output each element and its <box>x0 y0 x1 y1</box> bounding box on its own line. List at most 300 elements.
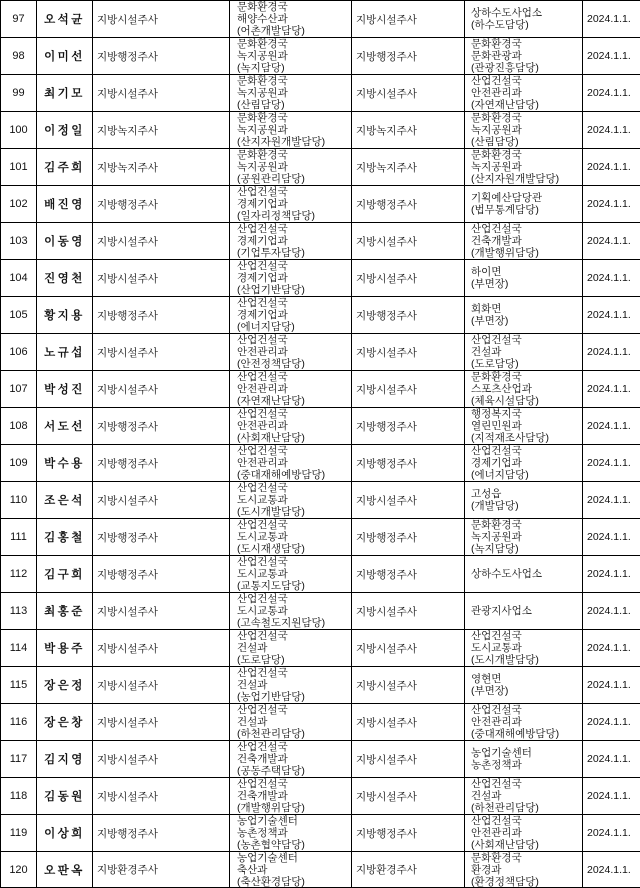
current-grade: 지방시설주사 <box>93 223 230 259</box>
employee-name: 이미선 <box>37 38 93 74</box>
department-line: (공동주택담당) <box>237 765 305 777</box>
department-line: 도시교통과 <box>237 605 288 617</box>
department-line: 도시교통과 <box>237 494 288 506</box>
row-number: 109 <box>0 445 37 481</box>
employee-name: 이정일 <box>37 112 93 148</box>
current-grade: 지방행정주사 <box>93 297 230 333</box>
new-department <box>465 667 583 703</box>
department-line: 건축개발과 <box>237 790 288 802</box>
new-department <box>465 593 583 629</box>
new-grade: 지방시설주사 <box>352 778 465 814</box>
department-line: 녹지공원과 <box>471 161 522 173</box>
department-line: 문화환경국 <box>471 112 522 124</box>
current-grade: 지방녹지주사 <box>93 112 230 148</box>
department-line: (자연재난담당) <box>237 395 305 407</box>
department-line: 문화환경국 <box>237 38 288 50</box>
new-grade: 지방행정주사 <box>352 38 465 74</box>
department-line: 건설과 <box>237 642 268 654</box>
department-line: (고속철도지원담당) <box>237 617 326 629</box>
department-line: 건축개발과 <box>237 753 288 765</box>
row-number: 112 <box>0 556 37 592</box>
current-grade: 지방행정주사 <box>93 186 230 222</box>
department-line: 안전관리과 <box>237 420 288 432</box>
row-number: 110 <box>0 482 37 518</box>
department-line: (지적재조사담당) <box>471 432 549 444</box>
row-number: 111 <box>0 519 37 555</box>
employee-name: 최홍준 <box>37 593 93 629</box>
department-line: (에너지담당) <box>237 321 295 333</box>
department-line: 문화환경국 <box>471 38 522 50</box>
department-line: 농촌정책과 <box>237 827 288 839</box>
department-line: (일자리정책담당) <box>237 210 315 222</box>
department-line: (산림담당) <box>237 99 285 111</box>
department-line: (공원관리담당) <box>237 173 305 185</box>
employee-name: 서도선 <box>37 408 93 444</box>
department-line: 문화환경국 <box>471 519 522 531</box>
department-line: 농업기술센터 <box>471 747 532 759</box>
employee-name: 박용주 <box>37 630 93 666</box>
department-line: 건설과 <box>471 346 502 358</box>
current-department <box>230 445 352 481</box>
effective-date: 2024.1.1. <box>587 346 631 358</box>
current-department <box>230 482 352 518</box>
new-department <box>465 815 583 851</box>
department-line: 안전관리과 <box>237 346 288 358</box>
effective-date: 2024.1.1. <box>587 13 631 25</box>
department-line: 농업기술센터 <box>237 852 298 864</box>
row-number: 100 <box>0 112 37 148</box>
employee-name: 김지영 <box>37 741 93 777</box>
department-line: 산업건설국 <box>471 334 522 346</box>
department-line: 회화면 <box>471 303 502 315</box>
new-grade: 지방시설주사 <box>352 260 465 296</box>
department-line: 도시교통과 <box>237 531 288 543</box>
new-department <box>465 75 583 111</box>
current-grade: 지방시설주사 <box>93 667 230 703</box>
department-line: (환경정책담당) <box>471 875 539 887</box>
table-row <box>0 481 640 518</box>
row-number: 98 <box>0 38 37 74</box>
current-department <box>230 667 352 703</box>
department-line: (개발행위담당) <box>471 247 539 259</box>
employee-name: 장은창 <box>37 704 93 740</box>
new-department <box>465 260 583 296</box>
current-department <box>230 519 352 555</box>
department-line: 스포츠산업과 <box>471 383 532 395</box>
department-line: 건설과 <box>237 716 268 728</box>
effective-date: 2024.1.1. <box>587 161 631 173</box>
employee-name: 김홍철 <box>37 519 93 555</box>
current-grade: 지방시설주사 <box>93 630 230 666</box>
table-row <box>0 592 640 629</box>
effective-date: 2024.1.1. <box>587 383 631 395</box>
department-line: 녹지공원과 <box>471 124 522 136</box>
employee-name: 박수용 <box>37 445 93 481</box>
current-grade: 지방시설주사 <box>93 334 230 370</box>
department-line: (교통지도담당) <box>237 580 305 592</box>
new-department <box>465 408 583 444</box>
department-line: (부면장) <box>471 315 509 327</box>
table-row <box>0 703 640 740</box>
new-department <box>465 112 583 148</box>
department-line: 산업건설국 <box>237 630 288 642</box>
current-department <box>230 593 352 629</box>
department-line: 녹지공원과 <box>237 50 288 62</box>
employee-name: 황지용 <box>37 297 93 333</box>
department-line: 산업건설국 <box>471 704 522 716</box>
new-department <box>465 704 583 740</box>
department-line: 농업기술센터 <box>237 815 298 827</box>
table-row <box>0 185 640 222</box>
current-grade: 지방시설주사 <box>93 371 230 407</box>
department-line: (하천관리담당) <box>471 802 539 814</box>
department-line: 안전관리과 <box>471 716 522 728</box>
new-grade: 지방시설주사 <box>352 593 465 629</box>
new-department <box>465 297 583 333</box>
new-department <box>465 852 583 887</box>
department-line: 산업건설국 <box>237 482 288 494</box>
department-line: 농촌정책과 <box>471 759 522 771</box>
new-grade: 지방시설주사 <box>352 1 465 37</box>
department-line: 산업건설국 <box>471 223 522 235</box>
department-line: (녹지담당) <box>471 543 519 555</box>
department-line: (중대재해예방담당) <box>237 469 326 481</box>
department-line: (축산환경담당) <box>237 875 305 887</box>
department-line: 경제기업과 <box>237 309 288 321</box>
row-number: 114 <box>0 630 37 666</box>
table-row <box>0 222 640 259</box>
effective-date: 2024.1.1. <box>587 863 631 876</box>
department-line: 산업건설국 <box>237 371 288 383</box>
department-line: 문화환경국 <box>471 149 522 161</box>
current-department <box>230 75 352 111</box>
new-department <box>465 1 583 37</box>
current-department <box>230 38 352 74</box>
new-department <box>465 778 583 814</box>
department-line: (녹지담당) <box>237 62 285 74</box>
department-line: 문화관광과 <box>471 50 522 62</box>
table-row <box>0 74 640 111</box>
row-number: 97 <box>0 1 37 37</box>
employee-name: 박성진 <box>37 371 93 407</box>
department-line: 산업건설국 <box>237 741 288 753</box>
current-department <box>230 371 352 407</box>
employee-name: 노규섭 <box>37 334 93 370</box>
employee-name: 최기모 <box>37 75 93 111</box>
department-line: (사회재난담당) <box>471 839 539 851</box>
department-line: (산지자원개발담당) <box>237 136 326 148</box>
department-line: 경제기업과 <box>237 235 288 247</box>
effective-date: 2024.1.1. <box>587 568 631 580</box>
row-number: 105 <box>0 297 37 333</box>
employee-name: 오석균 <box>37 1 93 37</box>
employee-name: 김구희 <box>37 556 93 592</box>
current-department <box>230 334 352 370</box>
table-row <box>0 333 640 370</box>
new-grade: 지방녹지주사 <box>352 149 465 185</box>
department-line: (농촌협약담당) <box>237 839 305 851</box>
department-line: 산업건설국 <box>471 445 522 457</box>
current-grade: 지방시설주사 <box>93 741 230 777</box>
department-line: 고성읍 <box>471 488 502 500</box>
employee-name: 배진영 <box>37 186 93 222</box>
new-grade: 지방시설주사 <box>352 630 465 666</box>
new-department <box>465 556 583 592</box>
current-grade: 지방시설주사 <box>93 75 230 111</box>
department-line: (하수도담당) <box>471 19 529 31</box>
effective-date: 2024.1.1. <box>587 642 631 654</box>
row-number: 115 <box>0 667 37 703</box>
new-grade: 지방행정주사 <box>352 297 465 333</box>
department-line: (자연재난담당) <box>471 99 539 111</box>
table-row <box>0 629 640 666</box>
effective-date: 2024.1.1. <box>587 420 631 432</box>
department-line: 녹지공원과 <box>237 161 288 173</box>
new-department <box>465 519 583 555</box>
new-grade: 지방시설주사 <box>352 482 465 518</box>
current-department <box>230 704 352 740</box>
table-row <box>0 777 640 814</box>
table-row <box>0 666 640 703</box>
department-line: 축산과 <box>237 863 268 876</box>
table-row <box>0 740 640 777</box>
new-grade: 지방행정주사 <box>352 556 465 592</box>
table-row <box>0 370 640 407</box>
department-line: 상하수도사업소 <box>471 7 543 19</box>
department-line: (어촌개발담당) <box>237 25 305 37</box>
row-number: 119 <box>0 815 37 851</box>
current-department <box>230 815 352 851</box>
row-number: 101 <box>0 149 37 185</box>
row-number: 118 <box>0 778 37 814</box>
department-line: 산업건설국 <box>237 445 288 457</box>
current-grade: 지방시설주사 <box>93 260 230 296</box>
effective-date: 2024.1.1. <box>587 605 631 617</box>
current-grade: 지방시설주사 <box>93 482 230 518</box>
department-line: 하이면 <box>471 266 502 278</box>
current-department <box>230 297 352 333</box>
department-line: 산업건설국 <box>471 815 522 827</box>
table-row <box>0 37 640 74</box>
department-line: 해양수산과 <box>237 13 288 25</box>
employee-name: 조은석 <box>37 482 93 518</box>
row-number: 107 <box>0 371 37 407</box>
department-line: (하천관리담당) <box>237 728 305 740</box>
department-line: (도시개발담당) <box>471 654 539 666</box>
current-grade: 지방행정주사 <box>93 556 230 592</box>
department-line: 산업건설국 <box>237 186 288 198</box>
effective-date: 2024.1.1. <box>587 790 631 802</box>
current-department <box>230 852 352 887</box>
row-number: 104 <box>0 260 37 296</box>
current-department <box>230 630 352 666</box>
new-department <box>465 186 583 222</box>
new-grade: 지방환경주사 <box>352 852 465 887</box>
department-line: 녹지공원과 <box>237 87 288 99</box>
department-line: (산업기반담당) <box>237 284 305 296</box>
current-department <box>230 149 352 185</box>
department-line: (에너지담당) <box>471 469 529 481</box>
department-line: 건축개발과 <box>471 235 522 247</box>
row-number: 117 <box>0 741 37 777</box>
current-grade: 지방행정주사 <box>93 815 230 851</box>
department-line: 안전관리과 <box>237 383 288 395</box>
new-department <box>465 334 583 370</box>
current-grade: 지방행정주사 <box>93 38 230 74</box>
new-grade: 지방시설주사 <box>352 371 465 407</box>
department-line: (도시재생담당) <box>237 543 305 555</box>
department-line: (법무통계담당) <box>471 204 539 216</box>
department-line: 경제기업과 <box>471 457 522 469</box>
new-department <box>465 149 583 185</box>
table-row <box>0 555 640 592</box>
table-row <box>0 851 640 888</box>
department-line: (산림담당) <box>471 136 519 148</box>
effective-date: 2024.1.1. <box>587 87 631 99</box>
current-grade: 지방시설주사 <box>93 778 230 814</box>
current-department <box>230 223 352 259</box>
department-line: (산지자원개발담당) <box>471 173 560 185</box>
new-department <box>465 38 583 74</box>
department-line: 산업건설국 <box>237 334 288 346</box>
row-number: 103 <box>0 223 37 259</box>
department-line: 기획예산담당관 <box>471 192 543 204</box>
row-number: 102 <box>0 186 37 222</box>
current-department <box>230 260 352 296</box>
current-grade: 지방시설주사 <box>93 704 230 740</box>
department-line: 경제기업과 <box>237 198 288 210</box>
employee-name: 김동원 <box>37 778 93 814</box>
department-line: 문화환경국 <box>237 75 288 87</box>
department-line: 안전관리과 <box>471 827 522 839</box>
department-line: (부면장) <box>471 685 509 697</box>
department-line: 산업건설국 <box>237 260 288 272</box>
new-grade: 지방시설주사 <box>352 667 465 703</box>
row-number: 108 <box>0 408 37 444</box>
new-grade: 지방행정주사 <box>352 815 465 851</box>
new-grade: 지방시설주사 <box>352 223 465 259</box>
table-row <box>0 407 640 444</box>
row-number: 116 <box>0 704 37 740</box>
new-grade: 지방시설주사 <box>352 75 465 111</box>
department-line: 산업건설국 <box>237 223 288 235</box>
new-department <box>465 223 583 259</box>
employee-name: 이상희 <box>37 815 93 851</box>
department-line: 산업건설국 <box>237 704 288 716</box>
current-grade: 지방시설주사 <box>93 1 230 37</box>
new-department <box>465 371 583 407</box>
current-department <box>230 408 352 444</box>
table-row <box>0 0 640 37</box>
department-line: (도시개발담당) <box>237 506 305 518</box>
effective-date: 2024.1.1. <box>587 309 631 321</box>
current-grade: 지방행정주사 <box>93 519 230 555</box>
current-department <box>230 556 352 592</box>
table-row <box>0 518 640 555</box>
new-grade: 지방시설주사 <box>352 704 465 740</box>
department-line: 문화환경국 <box>237 1 288 13</box>
department-line: 산업건설국 <box>471 778 522 790</box>
effective-date: 2024.1.1. <box>587 531 631 543</box>
current-grade: 지방녹지주사 <box>93 149 230 185</box>
new-department <box>465 741 583 777</box>
employee-name: 김주희 <box>37 149 93 185</box>
row-number: 99 <box>0 75 37 111</box>
current-department <box>230 741 352 777</box>
new-department <box>465 482 583 518</box>
department-line: (기업투자담당) <box>237 247 305 259</box>
department-line: 산업건설국 <box>237 556 288 568</box>
new-department <box>465 630 583 666</box>
row-number: 106 <box>0 334 37 370</box>
effective-date: 2024.1.1. <box>587 716 631 728</box>
table-row <box>0 814 640 851</box>
current-grade: 지방시설주사 <box>93 593 230 629</box>
table-row <box>0 111 640 148</box>
department-line: 경제기업과 <box>237 272 288 284</box>
department-line: 건설과 <box>471 790 502 802</box>
department-line: (체육시설담당) <box>471 395 539 407</box>
department-line: 건설과 <box>237 679 268 691</box>
effective-date: 2024.1.1. <box>587 457 631 469</box>
current-department <box>230 112 352 148</box>
new-grade: 지방행정주사 <box>352 408 465 444</box>
department-line: 산업건설국 <box>237 593 288 605</box>
department-line: 열린민원과 <box>471 420 522 432</box>
department-line: 도시교통과 <box>237 568 288 580</box>
department-line: 영현면 <box>471 673 502 685</box>
effective-date: 2024.1.1. <box>587 272 631 284</box>
department-line: (개발담당) <box>471 500 519 512</box>
effective-date: 2024.1.1. <box>587 679 631 691</box>
effective-date: 2024.1.1. <box>587 827 631 839</box>
effective-date: 2024.1.1. <box>587 124 631 136</box>
new-department <box>465 445 583 481</box>
table-row <box>0 148 640 185</box>
department-line: (도로담당) <box>471 358 519 370</box>
department-line: (사회재난담당) <box>237 432 305 444</box>
new-grade: 지방행정주사 <box>352 445 465 481</box>
new-grade: 지방녹지주사 <box>352 112 465 148</box>
employee-name: 오판옥 <box>37 852 93 887</box>
department-line: 안전관리과 <box>237 457 288 469</box>
department-line: 산업건설국 <box>471 75 522 87</box>
current-department <box>230 1 352 37</box>
effective-date: 2024.1.1. <box>587 235 631 247</box>
department-line: 안전관리과 <box>471 87 522 99</box>
employee-name: 장은정 <box>37 667 93 703</box>
new-grade: 지방시설주사 <box>352 741 465 777</box>
current-grade: 지방행정주사 <box>93 445 230 481</box>
department-line: (부면장) <box>471 278 509 290</box>
current-grade: 지방행정주사 <box>93 408 230 444</box>
department-line: 행정복지국 <box>471 408 522 420</box>
department-line: 산업건설국 <box>237 408 288 420</box>
department-line: 산업건설국 <box>237 297 288 309</box>
department-line: (농업기반담당) <box>237 691 305 703</box>
department-line: (안전정책담당) <box>237 358 305 370</box>
department-line: 문화환경국 <box>237 112 288 124</box>
department-line: (중대재해예방담당) <box>471 728 560 740</box>
department-line: 문화환경국 <box>471 852 522 864</box>
department-line: 문화환경국 <box>471 371 522 383</box>
new-grade: 지방시설주사 <box>352 334 465 370</box>
row-number: 113 <box>0 593 37 629</box>
department-line: 상하수도사업소 <box>471 568 543 580</box>
table-row <box>0 259 640 296</box>
employee-name: 진영천 <box>37 260 93 296</box>
employee-name: 이동영 <box>37 223 93 259</box>
